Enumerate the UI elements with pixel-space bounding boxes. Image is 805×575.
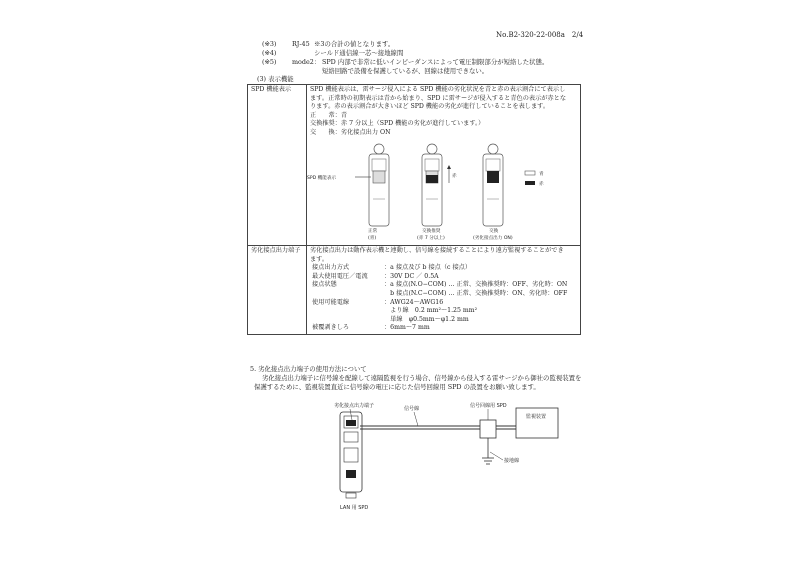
connection-diagram [300,398,560,516]
indicator-figure [307,139,587,247]
function-table [247,84,581,335]
description-line: ます。 [310,255,329,263]
row-label: SPD 機能表示 [248,85,307,246]
monitor-device [516,408,558,438]
description-line: SPD 機能表示は、雷サージ侵入による SPD 機能の劣化状況を青と赤の表示割合にて表示し [310,86,566,93]
monitor-label: 監視装置 [526,414,547,420]
table-row [248,246,581,335]
section-title: 5. 劣化接点出力端子の使用方法について [250,365,367,373]
caption-state: 交換 [489,229,499,234]
footnotes [262,40,548,76]
caption-state: 交換推奨 [422,229,441,234]
signal-line-label: 信号線 [404,406,420,412]
footnote: (※3) RJ-45 ※3の合計の値となります。 [262,40,395,48]
indicator-blue [373,171,385,183]
device-replace [483,144,503,226]
footnote: (※5) mode2： SPD 内部で非常に低いインピーダンスによって電圧制限部分が短絡した状態。 [262,58,549,66]
device-replace-recommended [422,144,442,226]
document-number: No.B2-320-22-008a 2/4 [496,31,584,39]
legend-red-swatch [525,181,535,185]
indicator-label: SPD 機能表示 [307,176,337,181]
spec-item: 接点状態 ：a 接点(N.O−COM) … 正常、交換推奨時：OFF、劣化時：ON [312,281,568,289]
caption-color: (青) [368,236,377,241]
lan-spd-label: LAN 用 SPD [340,505,369,511]
indicator-red [426,175,438,183]
terminal-label: 劣化接点出力端子 [334,403,375,409]
spec-list [310,264,577,333]
paragraph-line: 保護するために、監視装置直近に信号線の電圧に応じた信号回線用 SPD の設置をお願い致します。 [254,383,540,391]
footnote: (※4) シールド通信線一芯〜接地線間 [262,49,404,57]
row-label: 劣化接点出力端子 [248,246,307,335]
caption-state: 正常 [368,229,378,234]
legend-blue: 青 [539,172,544,177]
spec-item: b 接点(N.C−COM) … 正常、交換推奨時：ON、劣化時：OFF [384,289,568,297]
description-line: ます。正常時の初期表示は青から始まり、SPD に雷サージが侵入すると青色の表示が赤とな [310,94,567,102]
ground-label: 接地線 [504,458,520,464]
description-line: ります。赤の表示割合が大きいほど SPD 機能の劣化が進行していることを表します。 [310,103,550,111]
row-content [307,246,581,335]
legend-red: 赤 [539,182,544,187]
section-title: (3) 表示機能 [257,75,294,83]
spec-item: 接点出力方式 ：a 接点及び b 接点（c 接点） [312,264,472,272]
caption-color: (赤 7 分以上) [417,236,445,241]
signal-spd [480,420,496,438]
indicator-red [487,171,499,183]
spec-item: 被覆剥きしろ ：6mm〜7 mm [312,324,430,332]
row-content [307,85,581,246]
lan-spd-device [340,412,362,498]
spec-item: より線 0.2 mm²〜1.25 mm² [384,307,478,315]
legend-blue-swatch [525,171,535,175]
caption-color: (劣化接点出力 ON) [473,236,513,241]
arrow-label: 赤 [452,174,457,179]
device-normal [369,144,389,226]
paragraph-line: 劣化接点出力端子に信号線を配線して遠隔監視を行う場合、信号線から侵入する雷サージから御社の監視装置を [262,374,582,382]
spec-item: 最大使用電圧／電流 ：30V DC ／ 0.5A [312,272,439,280]
signal-spd-label: 信号回線用 SPD [470,403,507,409]
table-row [248,85,581,246]
description-line: 劣化接点出力は動作表示機と連動し、信号線を接続することにより遠方監視することができ [310,247,564,254]
spec-item: 単線 φ0.5mm〜φ1.2 mm [384,315,469,323]
footnote: 短絡回路で設備を保護しているが、回線は使用できない。 [322,67,489,75]
spec-item: 使用可能電線 ：AWG24〜AWG16 [312,298,444,306]
description-line: 交 換：劣化接点出力 ON [310,128,391,136]
description-line: 正 常：青 [310,111,348,119]
description-line: 交換推奨：赤 7 分以上（SPD 機能の劣化が進行しています。） [310,120,485,128]
